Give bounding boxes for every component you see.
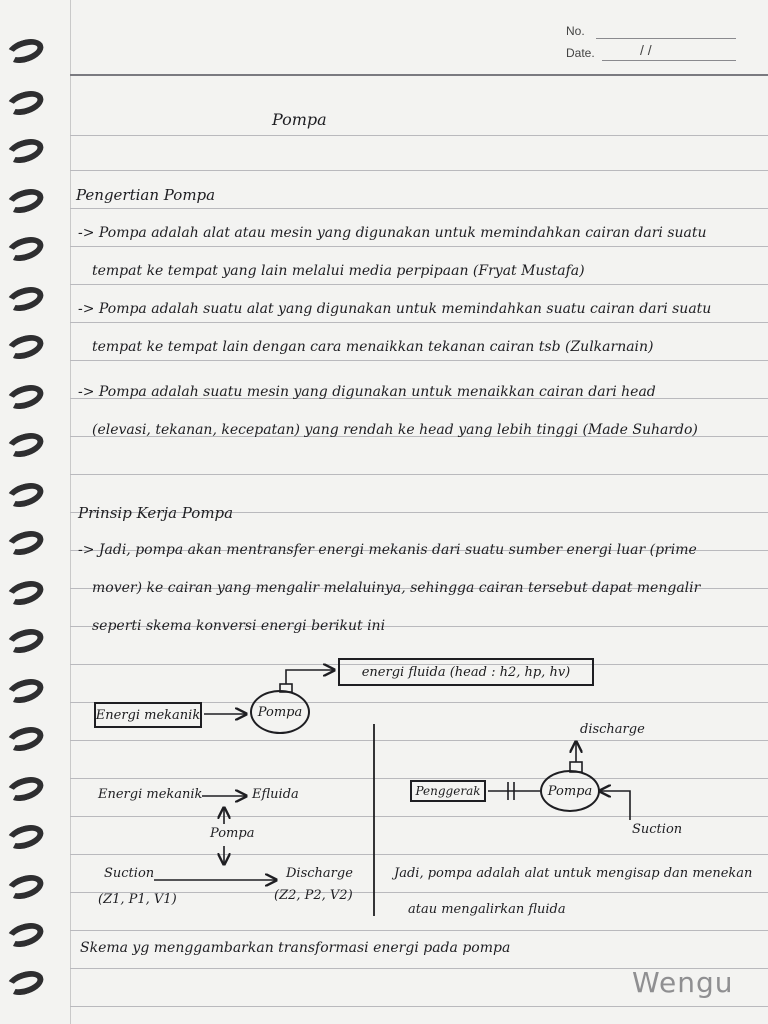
date-value: / /	[640, 42, 652, 58]
discharge-vars: (Z2, P2, V2)	[274, 888, 353, 903]
suction-label: Suction	[104, 866, 155, 881]
suction-vars: (Z1, P1, V1)	[98, 892, 177, 907]
suction-right-label: Suction	[632, 822, 683, 837]
conclusion-line-2: atau mengalirkan fluida	[408, 902, 566, 917]
watermark-logo: Wengu	[632, 966, 734, 999]
page-title: Pompa	[272, 110, 327, 129]
energi-mekanik-text: Energi mekanik	[98, 787, 203, 802]
text-line: seperti skema konversi energi berikut ini	[92, 618, 386, 634]
text-line: -> Pompa adalah alat atau mesin yang digunakan untuk memindahkan cairan dari suatu	[78, 225, 707, 241]
section-heading-prinsip: Prinsip Kerja Pompa	[78, 504, 234, 522]
pompa-mid-text: Pompa	[210, 826, 255, 841]
energi-mekanik-box: Energi mekanik	[94, 702, 202, 728]
efluida-text: Efluida	[252, 787, 299, 802]
text-line: -> Pompa adalah suatu alat yang digunakan untuk memindahkan suatu cairan dari suatu	[78, 301, 712, 317]
penggerak-box: Penggerak	[410, 780, 486, 802]
conclusion-line-1: Jadi, pompa adalah alat untuk mengisap dan menekan	[394, 866, 753, 881]
no-label: No.	[566, 24, 585, 38]
discharge-label: Discharge	[286, 866, 353, 881]
pompa-circle-right: Pompa	[540, 770, 600, 812]
section-heading-pengertian: Pengertian Pompa	[76, 186, 216, 204]
text-line: -> Jadi, pompa akan mentransfer energi mekanis dari suatu sumber energi luar (prime	[78, 542, 697, 558]
text-line: mover) ke cairan yang mengalir melaluinya, sehingga cairan tersebut dapat mengalir	[92, 580, 701, 596]
diagram-caption: Skema yg menggambarkan transformasi energi pada pompa	[80, 940, 511, 956]
text-line: tempat ke tempat lain dengan cara menaikkan tekanan cairan tsb (Zulkarnain)	[92, 339, 654, 355]
pompa-circle-top: Pompa	[250, 690, 310, 734]
text-line: -> Pompa adalah suatu mesin yang digunakan untuk menaikkan cairan dari head	[78, 384, 656, 400]
no-underline	[596, 38, 736, 39]
date-underline	[602, 60, 736, 61]
date-label: Date.	[566, 46, 595, 60]
discharge-right-label: discharge	[580, 722, 645, 737]
text-line: (elevasi, tekanan, kecepatan) yang rendah ke head yang lebih tinggi (Made Suhardo)	[92, 422, 698, 438]
energi-fluida-box: energi fluida (head : h2, hp, hv)	[338, 658, 594, 686]
text-line: tempat ke tempat yang lain melalui media perpipaan (Fryat Mustafa)	[92, 263, 585, 279]
